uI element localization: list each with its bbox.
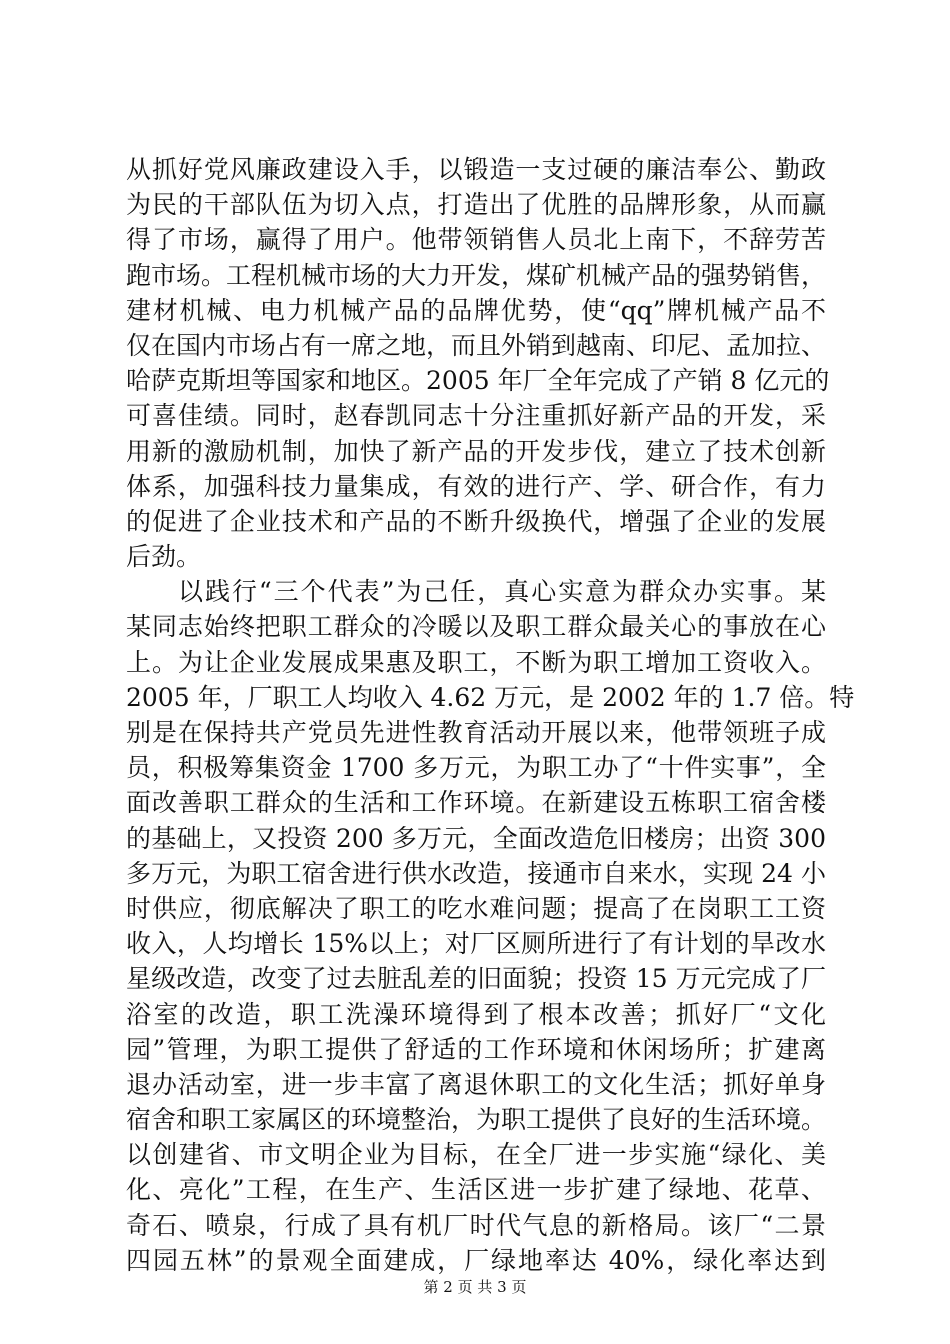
text-line: 时供应，彻底解决了职工的吃水难问题；提高了在岗职工工资 (126, 893, 826, 923)
text-line: 别是在保持共产党员先进性教育活动开展以来，他带领班子成 (126, 718, 826, 747)
text-line: 跑市场。工程机械市场的大力开发，煤矿机械产品的强势销售， (126, 260, 827, 290)
page-number-footer: 第 2 页 共 3 页 (423, 1278, 527, 1296)
text-line: 星级改造，改变了过去脏乱差的旧面貌；投资 15 万元完成了厂 (126, 964, 826, 994)
text-line: 以创建省、市文明企业为目标，在全厂进一步实施“绿化、美 (126, 1140, 826, 1170)
body-text (126, 152, 855, 1278)
text-line: 员，积极筹集资金 1700 多万元，为职工办了“十件实事”，全 (126, 753, 826, 783)
text-line: 面改善职工群众的生活和工作环境。在新建设五栋职工宿舍楼 (126, 788, 826, 818)
text-line: 仅在国内市场占有一席之地，而且外销到越南、印尼、孟加拉、 (126, 330, 827, 360)
text-line: 体系，加强科技力量集成，有效的进行产、学、研合作，有力 (126, 471, 826, 501)
text-line: 宿舍和职工家属区的环境整治，为职工提供了良好的生活环境。 (126, 1105, 827, 1135)
text-line: 可喜佳绩。同时，赵春凯同志十分注重抓好新产品的开发，采 (126, 401, 826, 431)
text-line: 从抓好党风廉政建设入手，以锻造一支过硬的廉洁奉公、勤政 (126, 155, 826, 184)
text-line: 2005 年，厂职工人均收入 4.62 万元，是 2002 年的 1.7 倍。特 (126, 682, 855, 712)
text-line: 退办活动室，进一步丰富了离退休职工的文化生活；抓好单身 (126, 1069, 826, 1099)
text-line: 园”管理，为职工提供了舒适的工作环境和休闲场所；扩建离 (126, 1034, 826, 1064)
text-line: 奇石、喷泉，行成了具有机厂时代气息的新格局。该厂“二景 (126, 1210, 826, 1240)
paragraph-start-line: 以践行“三个代表”为己任，真心实意为群众办实事。某 (178, 577, 826, 607)
text-line: 化、亮化”工程，在生产、生活区进一步扩建了绿地、花草、 (126, 1175, 826, 1205)
text-line: 收入，人均增长 15%以上；对厂区厕所进行了有计划的旱改水 (126, 929, 826, 959)
text-line: 的基础上，又投资 200 多万元，全面改造危旧楼房；出资 300 (126, 823, 826, 853)
text-line: 建材机械、电力机械产品的品牌优势，使“qq”牌机械产品不 (126, 295, 826, 325)
text-line: 四园五林”的景观全面建成，厂绿地率达 40%，绿化率达到 (126, 1245, 826, 1275)
text-line: 哈萨克斯坦等国家和地区。2005 年厂全年完成了产销 8 亿元的 (126, 366, 830, 396)
text-line: 上。为让企业发展成果惠及职工，不断为职工增加工资收入。 (126, 647, 826, 677)
text-line: 多万元，为职工宿舍进行供水改造，接通市自来水，实现 24 小 (126, 858, 826, 888)
text-line: 得了市场，赢得了用户。他带领销售人员北上南下，不辞劳苦 (126, 225, 826, 255)
text-line: 的促进了企业技术和产品的不断升级换代，增强了企业的发展 (126, 506, 826, 536)
text-line: 用新的激励机制，加快了新产品的开发步伐，建立了技术创新 (126, 436, 826, 466)
text-line: 某同志始终把职工群众的冷暖以及职工群众最关心的事放在心 (126, 612, 826, 642)
text-line: 后劲。 (126, 542, 202, 572)
text-line: 浴室的改造，职工洗澡环境得到了根本改善；抓好厂“文化 (126, 999, 826, 1029)
text-line: 为民的干部队伍为切入点，打造出了优胜的品牌形象，从而赢 (126, 190, 826, 220)
